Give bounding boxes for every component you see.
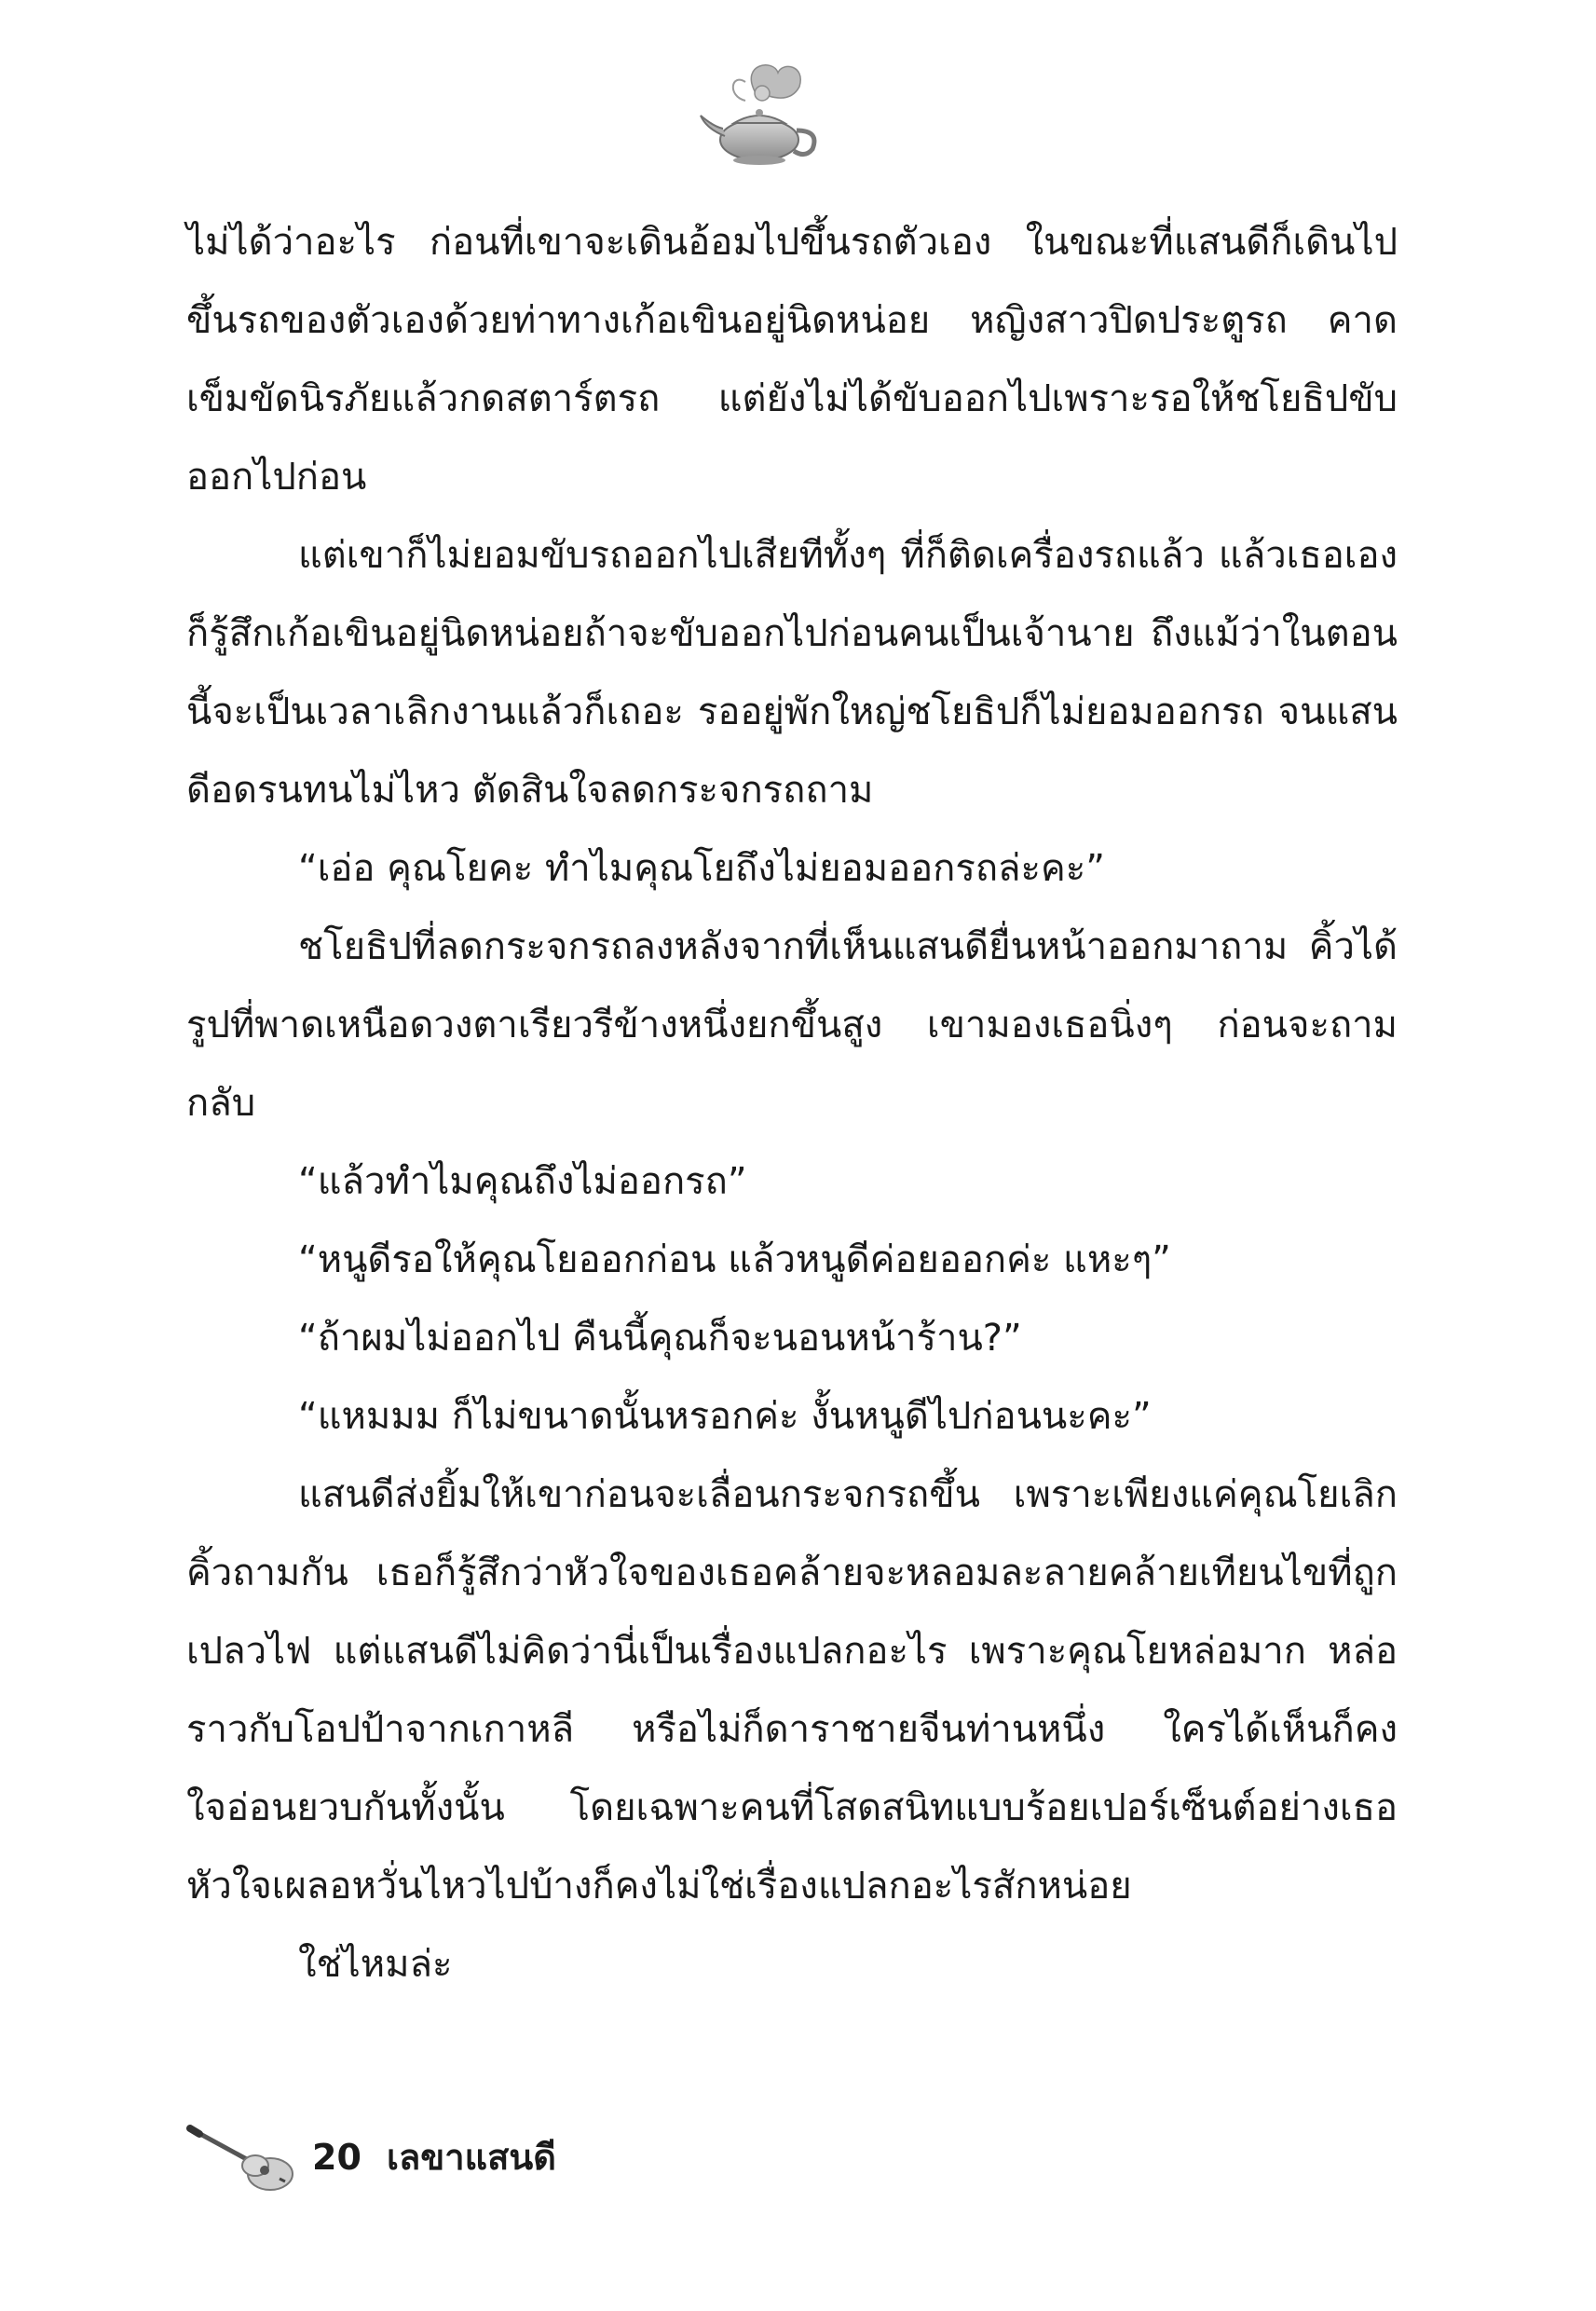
dialogue-line: “ถ้าผมไม่ออกไป คืนนี้คุณก็จะนอนหน้าร้าน?”: [298, 1317, 1022, 1360]
paragraph: ชโยธิปที่ลดกระจกรถลงหลังจากที่เห็นแสนดียื่นหน้าออกมาถาม คิ้วได้รูปที่พาดเหนือดวงตาเรียวรีข้างหนึ่งยกขึ้นสูง เขามองเธอนิ่งๆ ก่อนจะถามกลับ: [186, 925, 1398, 1125]
book-title: เลขาแสนดี: [387, 2137, 556, 2178]
paragraph: แสนดีส่งยิ้มให้เขาก่อนจะเลื่อนกระจกรถขึ้น เพราะเพียงแค่คุณโยเลิกคิ้วถามกัน เธอก็รู้สึกว่าหัวใจของเธอคล้ายจะหลอมละลายคล้ายเทียนไขที่ถูกเปลวไฟ แต่แสนดีไม่คิดว่านี่เป็นเรื่องแปลกอะไร เพราะคุณโยหล่อมาก หล่อราวกับโอปป้าจากเกาหลี หรือไม่ก็ดาราชายจีนท่านหนึ่ง ใครได้เห็นก็คงใจอ่อนยวบกันทั้งนั้น โดยเฉพาะคนที่โสดสนิทแบบร้อยเปอร์เซ็นต์อย่างเธอ หัวใจเผลอหวั่นไหวไปบ้างก็คงไม่ใช่เรื่องแปลกอะไรสักหน่อย: [186, 1473, 1398, 1908]
dialogue-line: “หนูดีรอให้คุณโยออกก่อน แล้วหนูดีค่อยออกค่ะ แหะๆ”: [298, 1238, 1171, 1281]
page-footer: [186, 2113, 839, 2197]
paragraph: ไม่ได้ว่าอะไร ก่อนที่เขาจะเดินอ้อมไปขึ้นรถตัวเอง ในขณะที่แสนดีก็เดินไปขึ้นรถของตัวเองด้วยท่าทางเก้อเขินอยู่นิดหน่อย หญิงสาวปิดประตูรถ คาดเข็มขัดนิรภัยแล้วกดสตาร์ตรถ แต่ยังไม่ได้ขับออกไปเพราะรอให้ชโยธิปขับออกไปก่อน: [186, 221, 1398, 499]
dialogue-line: “เอ่อ คุณโยคะ ทำไมคุณโยถึงไม่ยอมออกรถล่ะคะ”: [298, 847, 1105, 890]
guitar-icon: [186, 2123, 298, 2193]
paragraph: แต่เขาก็ไม่ยอมขับรถออกไปเสียทีทั้งๆ ที่ก็ติดเครื่องรถแล้ว แล้วเธอเองก็รู้สึกเก้อเขินอยู่นิดหน่อยถ้าจะขับออกไปก่อนคนเป็นเจ้านาย ถึงแม้ว่าในตอนนี้จะเป็นเวลาเลิกงานแล้วก็เถอะ รออยู่พักใหญ่ชโยธิปก็ไม่ยอมออกรถ จนแสนดีอดรนทนไม่ไหว ตัดสินใจลดกระจกรถถาม: [186, 534, 1398, 812]
dialogue-line: “แล้วทำไมคุณถึงไม่ออกรถ”: [298, 1160, 747, 1203]
paragraph: ใช่ไหมล่ะ: [298, 1943, 453, 1986]
page-number: 20: [312, 2137, 361, 2178]
dialogue-line: “แหมมม ก็ไม่ขนาดนั้นหรอกค่ะ งั้นหนูดีไปก่อนนะคะ”: [298, 1395, 1152, 1438]
body-text: [186, 203, 1398, 2003]
angel-teapot-ornament-icon: [689, 54, 829, 175]
